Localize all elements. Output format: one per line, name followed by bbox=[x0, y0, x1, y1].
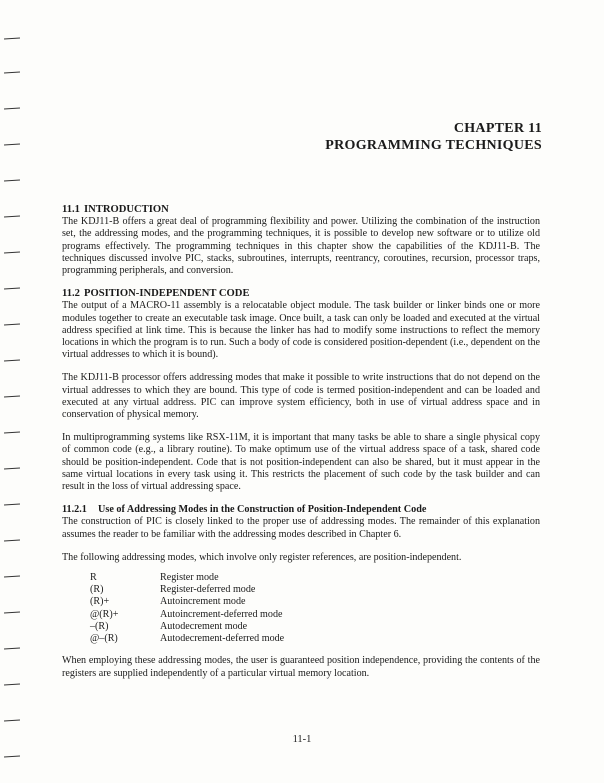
binder-hole-mark bbox=[4, 359, 20, 361]
binder-hole-mark bbox=[4, 143, 20, 145]
binder-hole-mark bbox=[4, 215, 20, 217]
subsection-title: Use of Addressing Modes in the Construction of Position-Independent Code bbox=[98, 504, 427, 516]
subsection-number: 11.2.1 bbox=[62, 504, 87, 516]
binder-hole-mark bbox=[4, 755, 20, 757]
paragraph: In multiprogramming systems like RSX-11M, it is important that many tasks be able to share a single physical copy of common code (e.g., a library routine). To make optimum use of the virtual address space of a task, shared code should be position-independent. Code that is not position-independent can also be shared, but it must appear in the same virtual locations in every task using it. This restricts the placement of such code by the task builder and can result in the loss of virtual addressing space. bbox=[62, 432, 540, 493]
binder-hole-mark bbox=[4, 179, 20, 181]
mode-symbol: R bbox=[90, 572, 97, 584]
binder-hole-mark bbox=[4, 467, 20, 469]
paragraph: The output of a MACRO-11 assembly is a relocatable object module. The task builder or linker binds one or more modules together to create an executable task image. Once built, a task can only be loaded and executed at the virtual address specified at link time. This is because the linker has had to modify some instructions to reflect the memory locations in which the program is to run. Such a body of code is considered position-dependent (i.e., dependent on the virtual addresses to which it is bound). bbox=[62, 300, 540, 361]
section-number: 11.2 bbox=[62, 288, 80, 300]
mode-symbol: (R) bbox=[90, 584, 104, 596]
body-text bbox=[62, 204, 540, 691]
chapter-title: PROGRAMMING TECHNIQUES bbox=[325, 138, 542, 153]
mode-symbol: @(R)+ bbox=[90, 608, 119, 620]
binder-hole-mark bbox=[4, 503, 20, 505]
mode-symbol: @–(R) bbox=[90, 633, 118, 645]
paragraph: The construction of PIC is closely linked to the proper use of addressing modes. The remainder of this explanation assumes the reader to be familiar with the addressing modes described in Chapter 6. bbox=[62, 516, 540, 540]
mode-name: Register mode bbox=[160, 572, 219, 584]
subsection-heading-addressing-modes bbox=[62, 504, 540, 516]
chapter-heading bbox=[325, 120, 542, 154]
list-item bbox=[90, 609, 540, 621]
paragraph: The following addressing modes, which involve only register references, are position-independent. bbox=[62, 551, 462, 563]
paragraph: The KDJ11-B processor offers addressing modes that make it possible to write instructions that do not depend on the virtual addresses to which they are bound. This type of code is termed position-independent and can be loaded and executed at any virtual address. PIC can improve system efficiency, both in use of virtual address space and in conservation of physical memory. bbox=[62, 372, 540, 421]
list-item bbox=[90, 633, 540, 645]
mode-name: Autodecrement-deferred mode bbox=[160, 633, 285, 645]
binder-hole-mark bbox=[4, 37, 20, 39]
section-title: POSITION-INDEPENDENT CODE bbox=[84, 288, 250, 300]
mode-name: Autoincrement-deferred mode bbox=[160, 608, 283, 620]
binder-hole-mark bbox=[4, 107, 20, 109]
binder-margin bbox=[0, 0, 30, 783]
paragraph: When employing these addressing modes, the user is guaranteed position independence, providing the contents of the registers are supplied independently of a particular virtual memory location. bbox=[62, 655, 540, 679]
chapter-number: CHAPTER 11 bbox=[453, 121, 542, 136]
binder-hole-mark bbox=[4, 71, 20, 73]
section-heading-introduction bbox=[62, 204, 540, 216]
mode-name: Autoincrement mode bbox=[160, 596, 246, 608]
mode-symbol: –(R) bbox=[90, 620, 109, 632]
binder-hole-mark bbox=[4, 251, 20, 253]
binder-hole-mark bbox=[4, 323, 20, 325]
binder-hole-mark bbox=[4, 647, 20, 649]
binder-hole-mark bbox=[4, 575, 20, 577]
section-heading-pic bbox=[62, 288, 540, 300]
mode-symbol: (R)+ bbox=[90, 596, 110, 608]
list-item bbox=[90, 621, 540, 633]
binder-hole-mark bbox=[4, 719, 20, 721]
list-item bbox=[90, 596, 540, 608]
list-item bbox=[90, 572, 540, 584]
paragraph: The KDJ11-B offers a great deal of programming flexibility and power. Utilizing the combination of the instruction set, the addressing modes, and the programming techniques, it is possible to develop new software or to utilize old programs effectively. The programming techniques in this chapter show the capabilities of the KDJ11-B. The techniques discussed involve PIC, stacks, subroutines, interrupts, reentrancy, coroutines, recursion, processor traps, programming peripherals, and conversion. bbox=[62, 216, 540, 277]
binder-hole-mark bbox=[4, 539, 20, 541]
mode-name: Autodecrement mode bbox=[160, 620, 248, 632]
binder-hole-mark bbox=[4, 683, 20, 685]
section-title: INTRODUCTION bbox=[84, 204, 169, 215]
binder-hole-mark bbox=[4, 431, 20, 433]
binder-hole-mark bbox=[4, 287, 20, 289]
page-number: 11-1 bbox=[292, 734, 312, 745]
addressing-modes-list bbox=[90, 572, 540, 645]
list-item bbox=[90, 584, 540, 596]
binder-hole-mark bbox=[4, 395, 20, 397]
mode-name: Register-deferred mode bbox=[160, 584, 256, 596]
section-number: 11.1 bbox=[62, 204, 80, 215]
binder-hole-mark bbox=[4, 611, 20, 613]
